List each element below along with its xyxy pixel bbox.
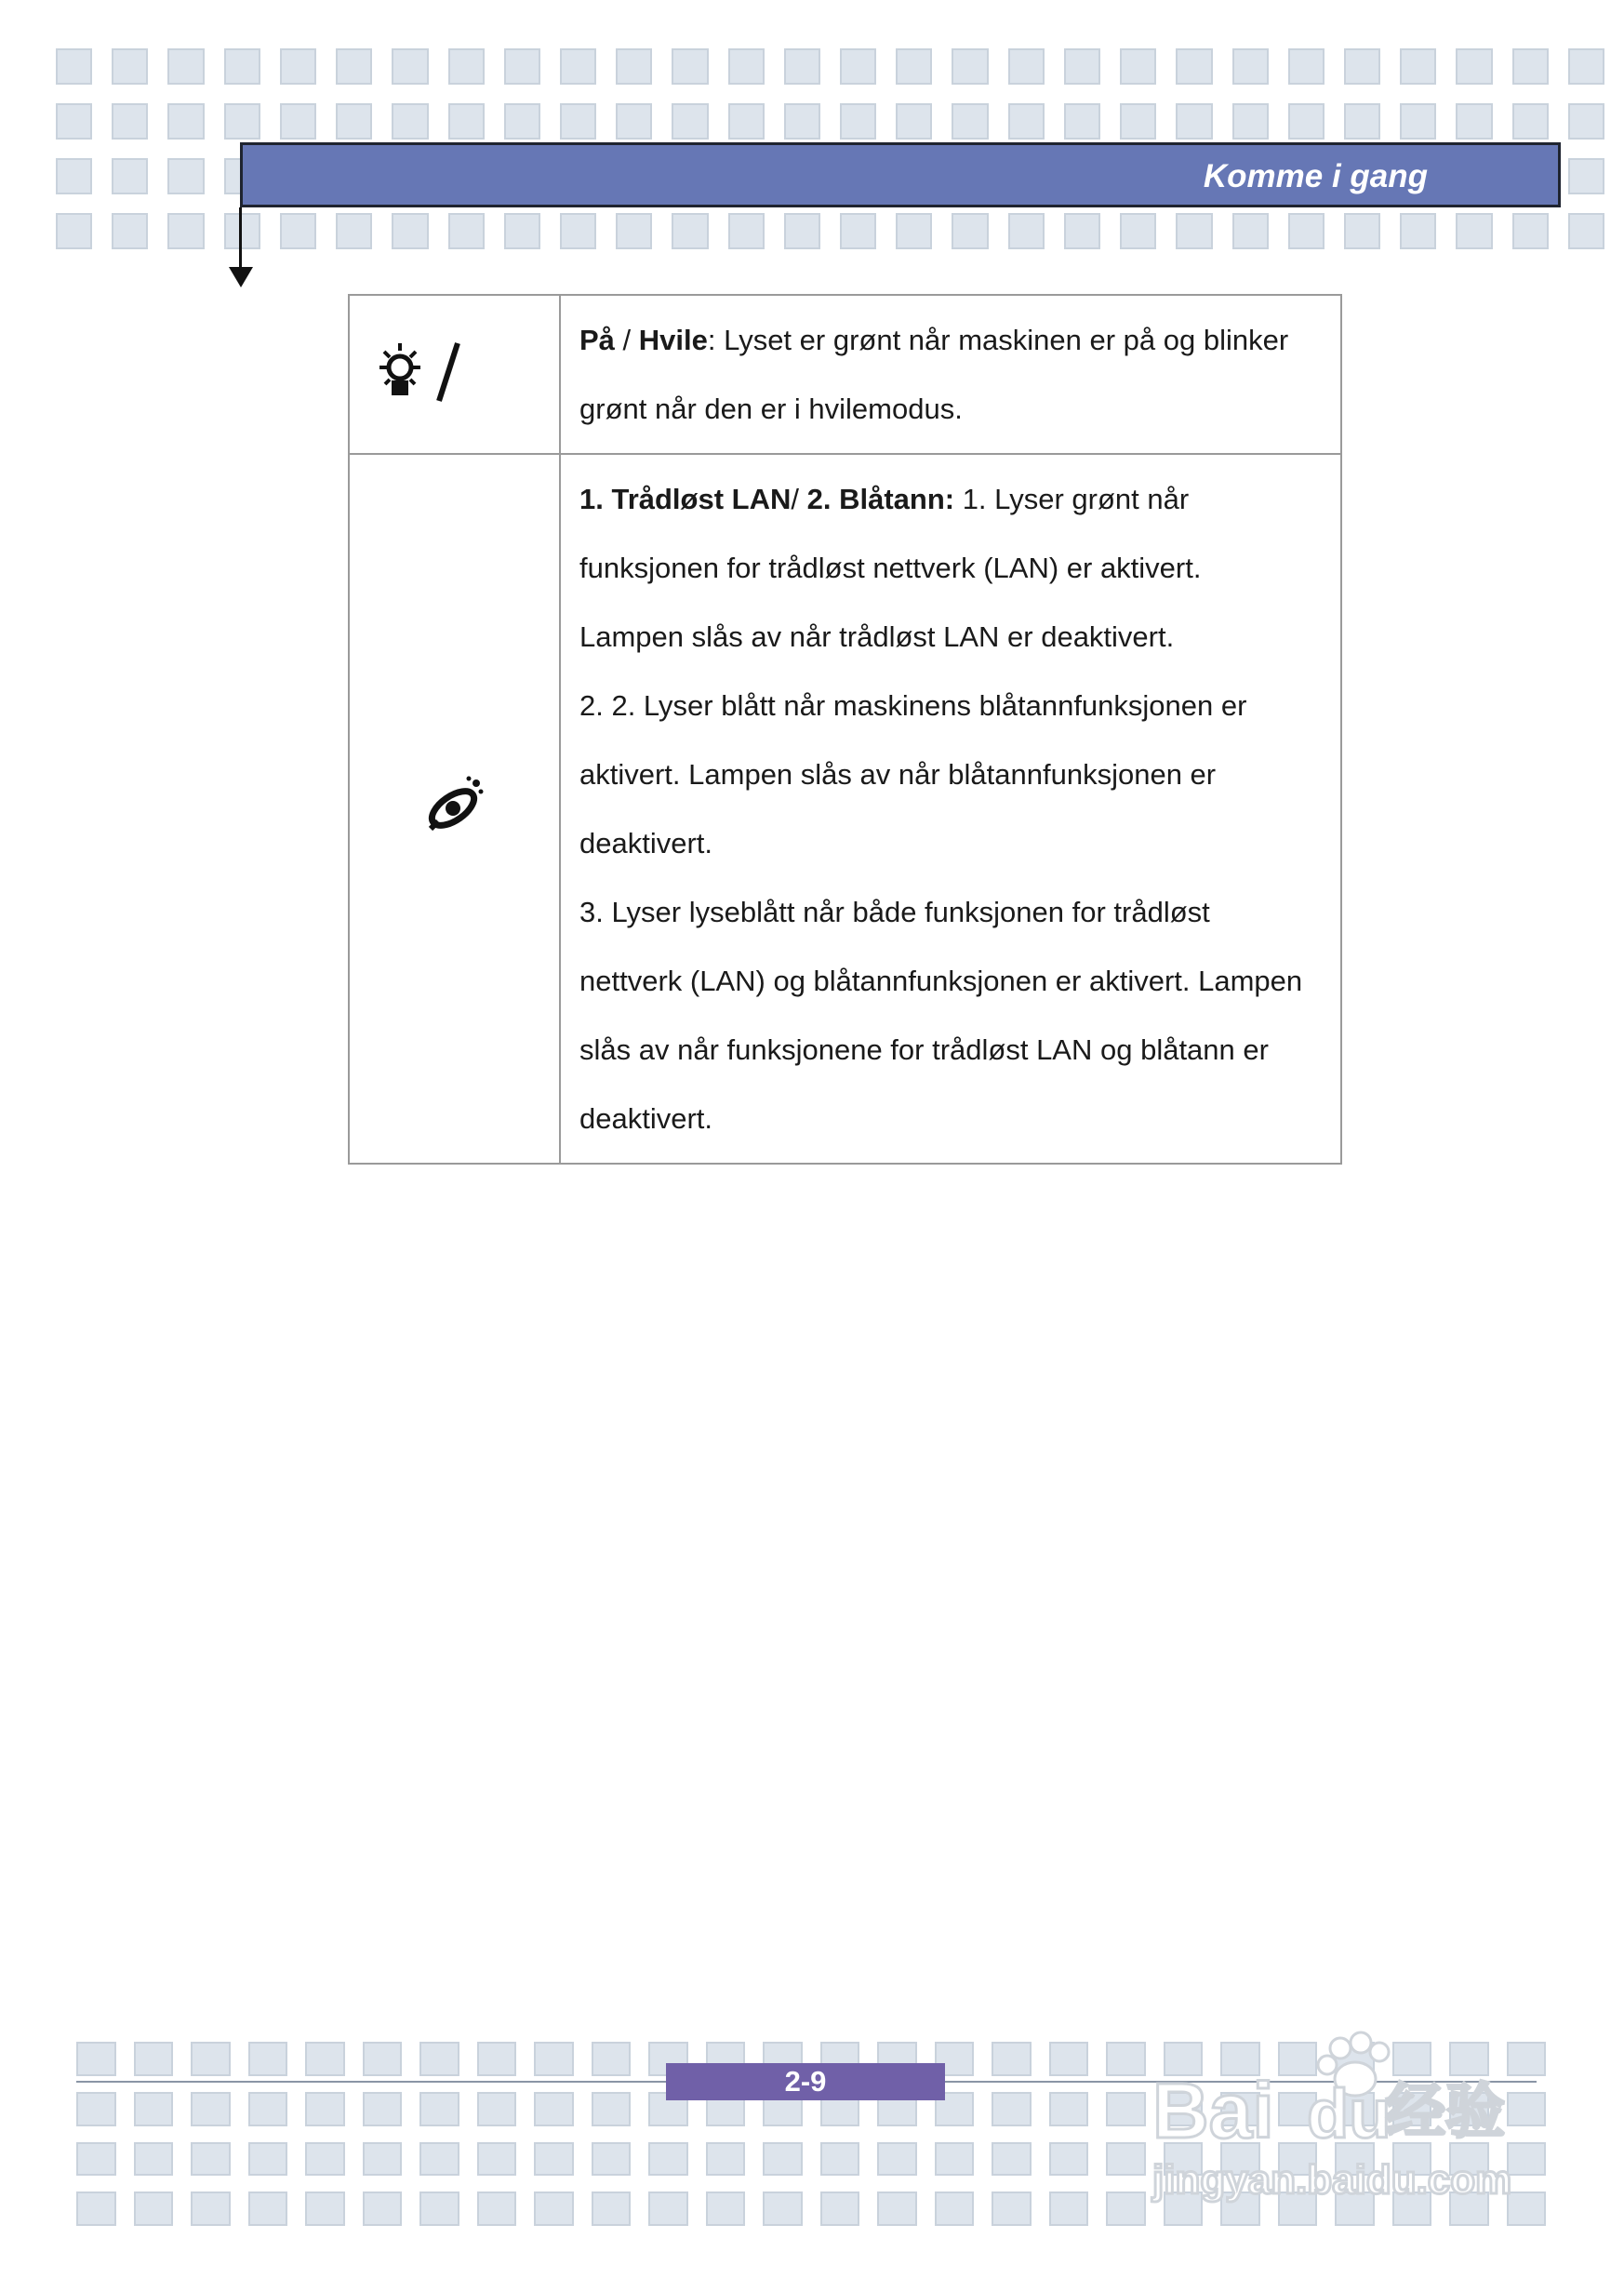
table-row: [349, 295, 1341, 454]
decorative-tile: [56, 103, 92, 140]
decorative-tile: [76, 2092, 116, 2126]
decorative-tile: [1176, 213, 1212, 249]
decorative-tile: [419, 2142, 459, 2177]
separator-text: /: [614, 324, 639, 356]
decorative-tile: [1568, 48, 1604, 85]
decorative-tile: [504, 103, 540, 140]
decorative-tile: [167, 103, 204, 140]
decorative-tile: [280, 103, 316, 140]
decorative-tile: [504, 48, 540, 85]
decorative-tile: [648, 2142, 688, 2177]
decorative-tile: [1176, 48, 1212, 85]
decorative-tile: [112, 213, 148, 249]
decorative-tile: [112, 158, 148, 194]
decorative-tile: [191, 2142, 231, 2177]
decorative-tile: [305, 2142, 345, 2177]
decorative-tile: [477, 2191, 517, 2226]
decorative-tile: [191, 2191, 231, 2226]
led-indicator-table: [348, 294, 1342, 1165]
decorative-tile: [448, 103, 485, 140]
decorative-tile: [1344, 103, 1380, 140]
decorative-tile: [419, 2191, 459, 2226]
decorative-tile: [167, 48, 204, 85]
decorative-tile: [1120, 103, 1156, 140]
decorative-tile: [672, 213, 708, 249]
decorative-tile: [1512, 213, 1549, 249]
guide-line: [239, 207, 242, 271]
description-line: grønt når den er i hvilemodus.: [579, 393, 963, 425]
description-line: deaktivert.: [579, 827, 713, 859]
wireless-bluetooth-icon: [418, 769, 492, 844]
decorative-tile: [952, 213, 988, 249]
decorative-tile: [1512, 48, 1549, 85]
decorative-tile: [1232, 103, 1269, 140]
decorative-tile: [1400, 213, 1436, 249]
decorative-tile: [952, 103, 988, 140]
decorative-tile: [76, 2142, 116, 2177]
decorative-tile: [392, 103, 428, 140]
icon-cell: [349, 295, 560, 454]
decorative-tile: [877, 2191, 917, 2226]
decorative-tile: [134, 2092, 174, 2126]
decorative-tile: [305, 2042, 345, 2076]
decorative-tile: [896, 103, 932, 140]
label-bold: 2. Blåtann:: [806, 483, 955, 515]
decorative-tile: [784, 213, 820, 249]
separator-text: /: [791, 483, 807, 515]
decorative-tile: [305, 2092, 345, 2126]
decorative-tile: [1456, 48, 1492, 85]
decorative-tile: [134, 2191, 174, 2226]
decorative-tile: [76, 2191, 116, 2226]
description-line: deaktivert.: [579, 1102, 713, 1135]
decorative-tile: [1049, 2092, 1089, 2126]
label-bold: På: [579, 324, 615, 356]
decorative-tile: [728, 103, 765, 140]
decorative-tile: [534, 2142, 574, 2177]
decorative-tile: [1106, 2042, 1146, 2076]
decorative-tile: [76, 2042, 116, 2076]
decorative-tile: [784, 48, 820, 85]
decorative-tile: [363, 2191, 403, 2226]
watermark-url: jingyan.baidu.com: [1152, 2157, 1512, 2203]
decorative-tile: [1232, 213, 1269, 249]
decorative-tile: [896, 48, 932, 85]
icon-cell: [349, 454, 560, 1164]
decorative-tile: [1568, 158, 1604, 194]
decorative-tile: [1120, 213, 1156, 249]
decorative-tile: [224, 103, 260, 140]
decorative-tile: [616, 213, 652, 249]
decorative-tile: [363, 2092, 403, 2126]
decorative-tile: [224, 48, 260, 85]
decorative-tile: [992, 2042, 1032, 2076]
decorative-tile: [280, 48, 316, 85]
watermark-cn: 经验: [1386, 2078, 1505, 2145]
decorative-tile: [1049, 2191, 1089, 2226]
description-line: 2. 2. Lyser blått når maskinens blåtannfunksjonen er: [579, 689, 1247, 722]
decorative-tile: [534, 2191, 574, 2226]
decorative-tile: [56, 48, 92, 85]
decorative-tile: [448, 213, 485, 249]
decorative-tile: [820, 2191, 860, 2226]
chapter-title: Komme i gang: [1203, 158, 1428, 194]
decorative-tile: [363, 2142, 403, 2177]
baidu-watermark-logo: [1149, 2028, 1539, 2214]
decorative-tile: [336, 103, 372, 140]
decorative-tile: [935, 2142, 975, 2177]
label-bold: Hvile: [638, 324, 708, 356]
decorative-tile: [1008, 48, 1045, 85]
description-text: 1. Lyser grønt når: [954, 483, 1190, 515]
decorative-tile: [840, 48, 876, 85]
decorative-tile: [1568, 213, 1604, 249]
decorative-tile: [248, 2191, 288, 2226]
decorative-tile: [248, 2042, 288, 2076]
description-text: : Lyset er grønt når maskinen er på og blinker: [707, 324, 1289, 356]
decorative-tile: [1008, 103, 1045, 140]
decorative-tile: [592, 2042, 632, 2076]
decorative-tile: [648, 2191, 688, 2226]
decorative-tile: [1344, 48, 1380, 85]
decorative-tile: [305, 2191, 345, 2226]
decorative-tile: [1232, 48, 1269, 85]
decorative-tile: [419, 2092, 459, 2126]
decorative-tile: [280, 213, 316, 249]
decorative-tile: [167, 213, 204, 249]
decorative-tile: [935, 2191, 975, 2226]
decorative-tile: [840, 103, 876, 140]
decorative-tile: [616, 48, 652, 85]
description-line: [579, 465, 1322, 534]
decorative-tile: [1456, 213, 1492, 249]
decorative-tile: [992, 2092, 1032, 2126]
decorative-tile: [592, 2092, 632, 2126]
watermark-brand-du: du: [1307, 2075, 1391, 2152]
decorative-tile: [1106, 2092, 1146, 2126]
decorative-tile: [1288, 213, 1324, 249]
decorative-tile: [952, 48, 988, 85]
decorative-tile: [1064, 213, 1100, 249]
description-cell: [560, 295, 1341, 454]
decorative-tile: [1064, 103, 1100, 140]
decorative-tile: [336, 48, 372, 85]
decorative-tile: [560, 213, 596, 249]
decorative-tile: [616, 103, 652, 140]
decorative-tile: [1106, 2191, 1146, 2226]
decorative-tile: [1344, 213, 1380, 249]
decorative-tile: [1400, 48, 1436, 85]
decorative-tile: [363, 2042, 403, 2076]
label-bold: 1. Trådløst LAN: [579, 483, 792, 515]
decorative-tile: [672, 103, 708, 140]
decorative-tile: [1456, 103, 1492, 140]
decorative-tile: [706, 2191, 746, 2226]
decorative-tile: [1512, 103, 1549, 140]
decorative-tile: [448, 48, 485, 85]
decorative-tile: [592, 2191, 632, 2226]
decorative-tile: [1176, 103, 1212, 140]
decorative-tile: [392, 48, 428, 85]
description-cell: [560, 454, 1341, 1164]
decorative-tile: [534, 2092, 574, 2126]
description-line: 3. Lyser lyseblått når både funksjonen for trådløst: [579, 896, 1210, 928]
decorative-tile: [112, 48, 148, 85]
decorative-tile: [784, 103, 820, 140]
decorative-tile: [728, 48, 765, 85]
description-line: slås av når funksjonene for trådløst LAN og blåtann er: [579, 1033, 1269, 1066]
table-row: [349, 454, 1341, 1164]
watermark-brand: Bai: [1152, 2067, 1274, 2154]
decorative-tile: [896, 213, 932, 249]
decorative-tile: [1568, 103, 1604, 140]
decorative-tile: [56, 158, 92, 194]
decorative-tile: [820, 2142, 860, 2177]
decorative-tile: [672, 48, 708, 85]
decorative-tile: [112, 103, 148, 140]
decorative-tile: [191, 2092, 231, 2126]
description-line: Lampen slås av når trådløst LAN er deaktivert.: [579, 620, 1175, 653]
decorative-tile: [477, 2142, 517, 2177]
decorative-tile: [706, 2142, 746, 2177]
decorative-tile: [840, 213, 876, 249]
decorative-tile: [1400, 103, 1436, 140]
decorative-tile: [877, 2142, 917, 2177]
decorative-tile: [592, 2142, 632, 2177]
decorative-tile: [477, 2042, 517, 2076]
description-line: [579, 306, 1322, 375]
decorative-tile: [504, 213, 540, 249]
decorative-tile: [248, 2092, 288, 2126]
decorative-tile: [1049, 2042, 1089, 2076]
decorative-tile: [191, 2042, 231, 2076]
decorative-tile: [134, 2142, 174, 2177]
description-line: aktivert. Lampen slås av når blåtannfunksjonen er: [579, 758, 1217, 791]
decorative-tile: [392, 213, 428, 249]
decorative-tile: [534, 2042, 574, 2076]
decorative-tile: [248, 2142, 288, 2177]
decorative-tile: [560, 103, 596, 140]
decorative-tile: [224, 213, 260, 249]
decorative-tile: [1008, 213, 1045, 249]
decorative-tile: [1288, 48, 1324, 85]
page-number: 2-9: [666, 2063, 945, 2100]
decorative-tile: [728, 213, 765, 249]
description-line: funksjonen for trådløst nettverk (LAN) er aktivert.: [579, 552, 1202, 584]
decorative-tile: [763, 2142, 803, 2177]
decorative-tile: [167, 158, 204, 194]
decorative-tile: [56, 213, 92, 249]
chapter-header-bar: [240, 142, 1561, 207]
decorative-tile: [1106, 2142, 1146, 2177]
guide-arrow-icon: [229, 267, 253, 287]
decorative-tile: [992, 2142, 1032, 2177]
decorative-tile: [419, 2042, 459, 2076]
decorative-tile: [763, 2191, 803, 2226]
power-sleep-icon: [366, 330, 543, 414]
decorative-tile: [560, 48, 596, 85]
description-line: nettverk (LAN) og blåtannfunksjonen er aktivert. Lampen: [579, 965, 1303, 997]
decorative-tile: [336, 213, 372, 249]
decorative-tile: [134, 2042, 174, 2076]
decorative-tile: [1288, 103, 1324, 140]
decorative-tile: [477, 2092, 517, 2126]
decorative-tile: [1120, 48, 1156, 85]
decorative-tile: [1049, 2142, 1089, 2177]
decorative-tile: [992, 2191, 1032, 2226]
decorative-tile: [1064, 48, 1100, 85]
